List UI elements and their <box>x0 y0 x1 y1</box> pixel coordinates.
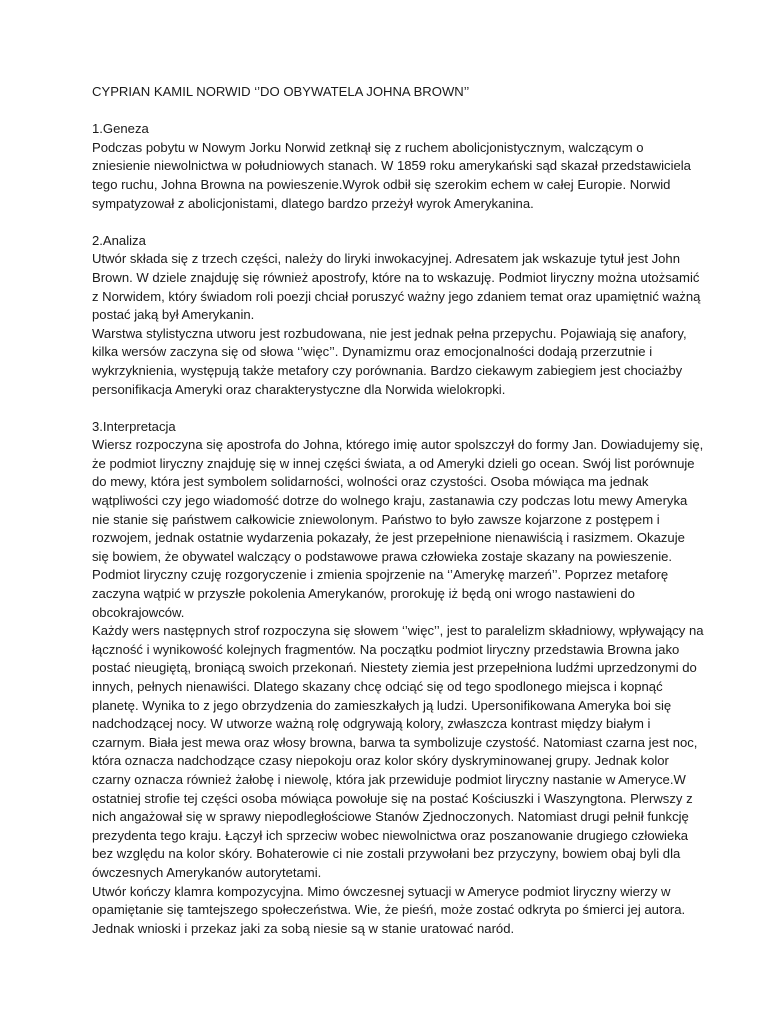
section-geneza <box>92 120 704 213</box>
section-heading: 1.Geneza <box>92 121 149 137</box>
paragraph: Każdy wers następnych strof rozpoczyna się słowem ‘’więc’’, jest to paralelizm składniowy, wpływający na łączność i wynikowość kolejnych fragmentów. Na początku podmiot liryczny przedstawia Browna jako postać nieugiętą, broniącą swoich przekonań. Niestety ziemia jest przepełniona ludźmi uprzedzonymi do innych, pełnych nienawiści. Dlatego skazany chcę odciąć się od tego spodlonego miejsca i kopnąć planetę. Wynika to z jego obrzydzenia do zamieszkałych ją ludzi. Upersonifikowana Ameryka boi się nadchodzącej nocy. W utworze ważną rolę odgrywają kolory, zwłaszcza kontrast między białym i czarnym. Biała jest mewa oraz włosy browna, barwa ta symbolizuje czystość. Natomiast czarna jest noc, która oznacza nadchodzące czasy niepokoju oraz kolor skóry dyskryminowanej grupy. Jednak kolor czarny oznacza również żałobę i niewolę, która jak przewiduje podmiot liryczny nastanie w Ameryce.W ostatniej strofie tej części osoba mówiąca powołuje się na postać Kościuszki i Waszyngtona. Plerwszy z nich angażował się w sprawy niepodległościowe Stanów Zjednoczonych. Natomiast drugi pełnił funkcję prezydenta tego kraju. Łączył ich sprzeciw wobec niewolnictwa oraz poszanowanie drugiego człowieka bez względu na kolor skóry. Bohaterowie ci nie zostali przywołani bez przyczyny, bowiem obaj byli dla ówczesnych Amerykanów autorytetami. <box>92 623 704 880</box>
section-heading: 2.Analiza <box>92 232 146 248</box>
document-title: CYPRIAN KAMIL NORWID ‘’DO OBYWATELA JOHNA BROWN’’ <box>92 84 470 99</box>
document-page <box>92 83 704 957</box>
section-analiza <box>92 232 704 399</box>
paragraph: Warstwa stylistyczna utworu jest rozbudowana, nie jest jednak pełna przepychu. Pojawiają się anafory, kilka wersów zaczyna się od słowa ‘’więc’’. Dynamizmu oraz emocjonalności dodają przerzutnie i wykrzyknienia, występują także metafory czy porównania. Bardzo ciekawym zabiegiem jest chociażby personifikacja Ameryki oraz charakterystyczne dla Norwida wielokropki. <box>92 325 687 397</box>
paragraph: Utwór składa się z trzech części, należy do liryki inwokacyjnej. Adresatem jak wskazuje tytuł jest John Brown. W dziele znajduję się również apostrofy, które na to wskazuję. Podmiot liryczny można utożsamić z Norwidem, który świadom roli poezji chciał poruszyć ważny jego zdaniem temat oraz upamiętnić ważną postać jaką był Amerykanin. <box>92 251 701 323</box>
section-interpretacja <box>92 418 704 939</box>
paragraph: Podczas pobytu w Nowym Jorku Norwid zetknął się z ruchem abolicjonistycznym, walczącym o zniesienie niewolnictwa w południowych stanach. W 1859 roku amerykański sąd skazał przedstawiciela tego ruchu, Johna Browna na powieszenie.Wyrok odbił się szerokim echem w całej Europie. Norwid sympatyzował z abolicjonistami, dlatego bardzo przeżył wyrok Amerykanina. <box>92 139 691 211</box>
section-heading: 3.Interpretacja <box>92 418 176 434</box>
paragraph: Wiersz rozpoczyna się apostrofa do Johna, którego imię autor spolszczył do formy Jan. Dowiadujemy się, że podmiot liryczny znajduję się w innej części świata, a od Ameryki dzieli go ocean. Swój list porównuje do mewy, która jest symbolem solidarności, wolności oraz czystości. Osoba mówiąca ma jednak wątpliwości czy jego wiadomość dotrze do wolnego kraju, zastanawia czy podczas lotu mewy Ameryka nie stanie się państwem całkowicie zniewolonym. Państwo to było zawsze kojarzone z postępem i rozwojem, jednak ostatnie wydarzenia pokazały, że jest przepełnione nienawiścią i rasizmem. Okazuje się bowiem, że obywatel walczący o podstawowe prawa człowieka zostaje skazany na powieszenie. Podmiot liryczny czuję rozgoryczenie i zmienia spojrzenie na ‘’Amerykę marzeń’’. Poprzez metaforę zaczyna wątpić w przyszłe pokolenia Amerykanów, prorokuję iż będą oni wrogo nastawieni do obcokrajowców. <box>92 437 704 620</box>
paragraph: Utwór kończy klamra kompozycyjna. Mimo ówczesnej sytuacji w Ameryce podmiot liryczny wierzy w opamiętanie się tamtejszego społeczeństwa. Wie, że pieśń, może zostać odkryta po śmierci jej autora. Jednak wnioski i przekaz jaki za sobą niesie są w stanie uratować naród. <box>92 883 686 936</box>
